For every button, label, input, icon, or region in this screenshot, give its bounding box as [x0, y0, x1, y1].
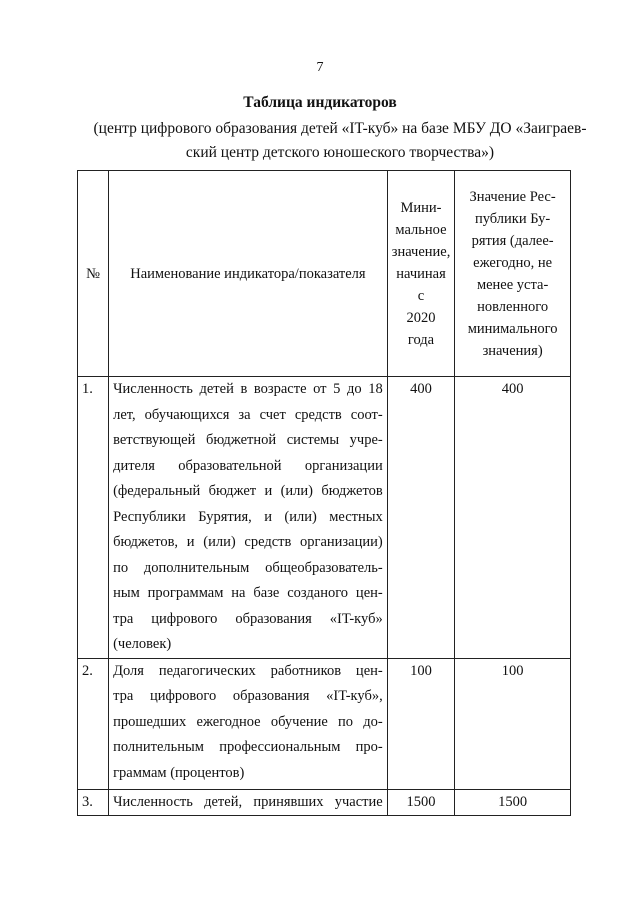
republic-value: 400 [455, 377, 571, 659]
indicator-name [109, 377, 388, 659]
indicator-line: бюджетов, и (или) средств организации) [113, 534, 383, 550]
header-republic-line: ежегодно, не [473, 254, 553, 271]
page-number: 7 [316, 60, 324, 75]
indicator-line: Республики Бурятия, и (или) местных [113, 508, 383, 525]
indicator-line: по дополнительным общеобразователь- [113, 559, 383, 576]
header-republic-line: значения) [482, 342, 543, 359]
row-number: 3. [78, 789, 109, 816]
indicator-line: тра цифрового образования «IT-куб» [113, 610, 383, 627]
min-value: 100 [387, 658, 455, 789]
indicator-line: тра цифрового образования «IT-куб», [113, 688, 383, 704]
indicator-line: полнительным профессиональным про- [113, 739, 383, 755]
document-subtitle [70, 117, 610, 165]
indicator-line: прошедших ежегодное обучение по до- [113, 713, 383, 730]
indicator-line: Доля педагогических работников цен- [113, 662, 383, 679]
min-value: 1500 [387, 789, 455, 816]
indicator-line: ным программам на базе созданого цен- [113, 585, 383, 601]
header-republic-line: публики Бу- [474, 210, 551, 227]
header-republic-line: новленного [477, 298, 549, 315]
indicator-name [109, 789, 388, 816]
row-number: 1. [78, 377, 109, 659]
header-republic-value [455, 171, 571, 377]
indicator-line: Численность детей в возрасте от 5 до 18 [113, 381, 383, 397]
indicator-line: (человек) [113, 636, 172, 652]
table-header-row [78, 171, 571, 377]
subtitle-line: (центр цифрового образования детей «IT-куб» на базе МБУ ДО «Заиграев- [93, 120, 587, 137]
header-republic-line: Значение Рес- [469, 188, 556, 205]
header-min-line: мальное [395, 221, 447, 238]
subtitle-line: ский центр детского юношеского творчества») [185, 144, 495, 161]
indicator-line: (федеральный бюджет и (или) бюджетов [113, 483, 383, 499]
table-row [78, 789, 571, 816]
header-republic-line: менее уста- [476, 276, 549, 293]
row-number: 2. [78, 658, 109, 789]
header-min-line: Мини- [400, 199, 442, 216]
header-min-line: 2020 года [406, 309, 436, 348]
table-row [78, 658, 571, 789]
header-min-line: значение, [391, 243, 451, 260]
indicator-line: ветствующей бюджетной системы учре- [113, 432, 383, 448]
header-min-line: начиная с [396, 265, 446, 304]
indicator-line: Численность детей, принявших участие [113, 793, 383, 810]
republic-value: 100 [455, 658, 571, 789]
indicator-name [109, 658, 388, 789]
min-value: 400 [387, 377, 455, 659]
indicators-table [77, 170, 571, 816]
header-number: № [78, 171, 109, 377]
table-row [78, 377, 571, 659]
header-republic-line: рятия (далее- [471, 232, 554, 249]
indicator-line: лет, обучающихся за счет средств соот- [113, 406, 383, 423]
document-title: Таблица индикаторов [243, 94, 397, 111]
header-republic-line: минимального [467, 320, 558, 337]
header-indicator-name: Наименование индикатора/показателя [109, 171, 388, 377]
indicator-line: дителя образовательной организации [113, 457, 383, 474]
header-min-value [387, 171, 455, 377]
republic-value: 1500 [455, 789, 571, 816]
indicator-line: граммам (процентов) [113, 764, 245, 781]
